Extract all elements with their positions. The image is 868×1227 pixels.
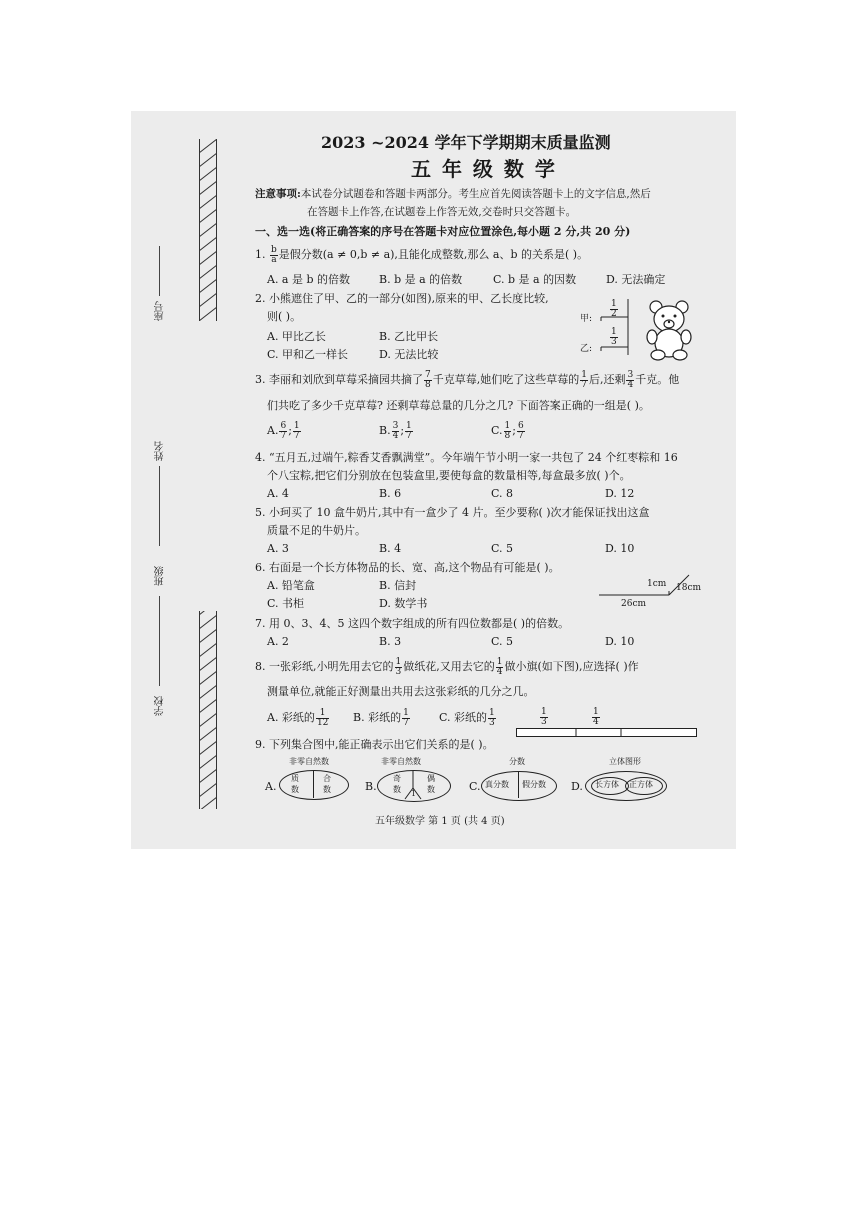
q6-option: D. 数学书 [379,597,428,610]
odd-label: 奇 数 [393,774,401,794]
q9-option-c-label: C. [469,780,481,793]
q8-option-b: B. 彩纸的 $\frac{1}{7}$ [353,707,409,728]
bar-fraction-2: $\frac{1}{4}$ [593,707,599,727]
q1-option: A. a 是 b 的倍数 [267,273,351,286]
question-3: 3. 李丽和刘欣到草莓采摘园共摘了 $\frac{7}{8}$ 千克草莓,她们吃了这些草莓的 $\frac{1}{7}$ 后,还剩 $\frac{3}{4}$ 千克。他 [255,369,680,390]
dim-length: 26cm [621,599,647,609]
jia-label: 甲: [580,314,593,324]
q8-option-c: C. 彩纸的 $\frac{1}{3}$ [439,707,495,728]
seal-mask [195,321,221,611]
yi-fraction: $\frac{1}{3}$ [611,327,617,347]
bear-icon [647,301,691,360]
dim-width: 18cm [676,583,702,593]
q6-option: C. 书柜 [267,597,305,610]
cube-label: 正方体 [629,780,653,789]
divider [313,771,314,798]
q9-c-title: 分数 [509,757,525,766]
q2-option: C. 甲和乙一样长 [267,348,349,361]
dim-height: 1cm [647,579,667,589]
question-3-line2: 们共吃了多少千克草莓? 还剩草莓总量的几分之几? 下面答案正确的一组是( )。 [267,399,650,412]
bear-figure [596,297,706,363]
question-9: 9. 下列集合图中,能正确表示出它们关系的是( )。 [255,738,494,751]
even-label: 偶 数 [427,774,435,794]
q3-option-b: B. $\frac{3}{4}$ ; $\frac{1}{7}$ [379,420,412,441]
q3-option-a: A. $\frac{6}{7}$ ; $\frac{1}{7}$ [267,420,300,441]
improper-fraction-label: 假分数 [522,780,546,789]
seat-label: 座号 [155,301,166,321]
class-line [159,596,160,686]
one-label: 1 [411,789,417,798]
q7-option: C. 5 [491,635,514,648]
q4-option: D. 12 [605,487,635,500]
q4-option: A. 4 [267,487,289,500]
q7-option: B. 3 [379,635,402,648]
class-label: 班级 [155,566,166,586]
question-5-line2: 质量不足的牛奶片。 [267,524,366,537]
name-line [159,466,160,546]
question-1: 1. $\frac{b}{a}$ 是假分数(a ≠ 0,b ≠ a),且能化成整数,那么 a、b 的关系是( )。 [255,244,589,265]
question-2: 2. 小熊遮住了甲、乙的一部分(如图),原来的甲、乙长度比较, [255,292,549,305]
name-label: 姓名 [155,441,166,461]
q9-option-a-label: A. [265,780,277,793]
q2-option: A. 甲比乙长 [267,330,326,343]
seat-line [159,246,160,296]
q6-option: B. 信封 [379,579,417,592]
subject-title: 五 年 级 数 学 [411,157,557,181]
question-6: 6. 右面是一个长方体物品的长、宽、高,这个物品有可能是( )。 [255,561,560,574]
question-7: 7. 用 0、3、4、5 这四个数字组成的所有四位数都是( )的倍数。 [255,617,570,630]
exam-title: 2023 ~2024 学年下学期期末质量监测 [321,133,611,152]
q8-option-a: A. 彩纸的 $\frac{1}{12}$ [267,707,329,728]
q1-option: B. b 是 a 的倍数 [379,273,463,286]
q1-option: D. 无法确定 [606,273,666,286]
q2-option: D. 无法比较 [379,348,439,361]
proper-fraction-label: 真分数 [485,780,509,789]
q9-a-title: 非零自然数 [289,757,329,766]
q5-option: D. 10 [605,542,635,555]
q9-option-d-label: D. [571,780,583,793]
section-title: 一、选一选(将正确答案的序号在答题卡对应位置涂色,每小题 2 分,共 20 分) [255,225,631,238]
prime-label: 质 数 [291,774,299,794]
school-label: 学校 [155,696,166,716]
yi-label: 乙: [580,344,593,354]
question-4: 4. “五月五,过端午,粽香艾香飘满堂”。今年端午节小明一家一共包了 24 个红枣粽和 16 [255,451,678,464]
q4-option: C. 8 [491,487,514,500]
q2-option: B. 乙比甲长 [379,330,439,343]
question-2-line2: 则( )。 [267,310,302,323]
set-ellipse-a [279,770,349,800]
question-5: 5. 小珂买了 10 盒牛奶片,其中有一盒少了 4 片。至少要称( )次才能保证找出这盒 [255,506,650,519]
notice: 注意事项:本试卷分试题卷和答题卡两部分。考生应首先阅读答题卡上的文字信息,然后 [255,188,651,200]
question-8-line2: 测量单位,就能正好测量出共用去这张彩纸的几分之几。 [267,685,535,698]
q7-option: D. 10 [605,635,635,648]
q9-d-title: 立体图形 [609,757,641,766]
q5-option: C. 5 [491,542,514,555]
q4-option: B. 6 [379,487,402,500]
notice-line2: 在答题卡上作答,在试题卷上作答无效,交卷时只交答题卡。 [307,206,577,218]
q7-option: A. 2 [267,635,289,648]
q6-option: A. 铅笔盒 [267,579,315,592]
q9-option-b-label: B. [365,780,377,793]
page-footer: 五年级数学 第 1 页 (共 4 页) [375,816,505,827]
exam-page [131,111,736,849]
q5-option: B. 4 [379,542,402,555]
bar-fraction-1: $\frac{1}{3}$ [541,707,547,727]
q9-b-title: 非零自然数 [381,757,421,766]
q1-option: C. b 是 a 的因数 [493,273,577,286]
question-8: 8. 一张彩纸,小明先用去它的 $\frac{1}{3}$ 做纸花,又用去它的 $\frac{1}{4}$ 做小旗(如下图),应选择( )作 [255,656,639,677]
q3-option-c: C. $\frac{1}{8}$ ; $\frac{6}{7}$ [491,420,524,441]
jia-fraction: $\frac{1}{2}$ [611,299,617,319]
divider [518,772,519,798]
q5-option: A. 3 [267,542,289,555]
cuboid-label: 长方体 [595,780,619,789]
paper-strip-figure [516,727,698,739]
composite-label: 合 数 [323,774,331,794]
question-4-line2: 个八宝粽,把它们分别放在包装盒里,要使每盒的数量相等,每盒最多放( )个。 [267,469,631,482]
